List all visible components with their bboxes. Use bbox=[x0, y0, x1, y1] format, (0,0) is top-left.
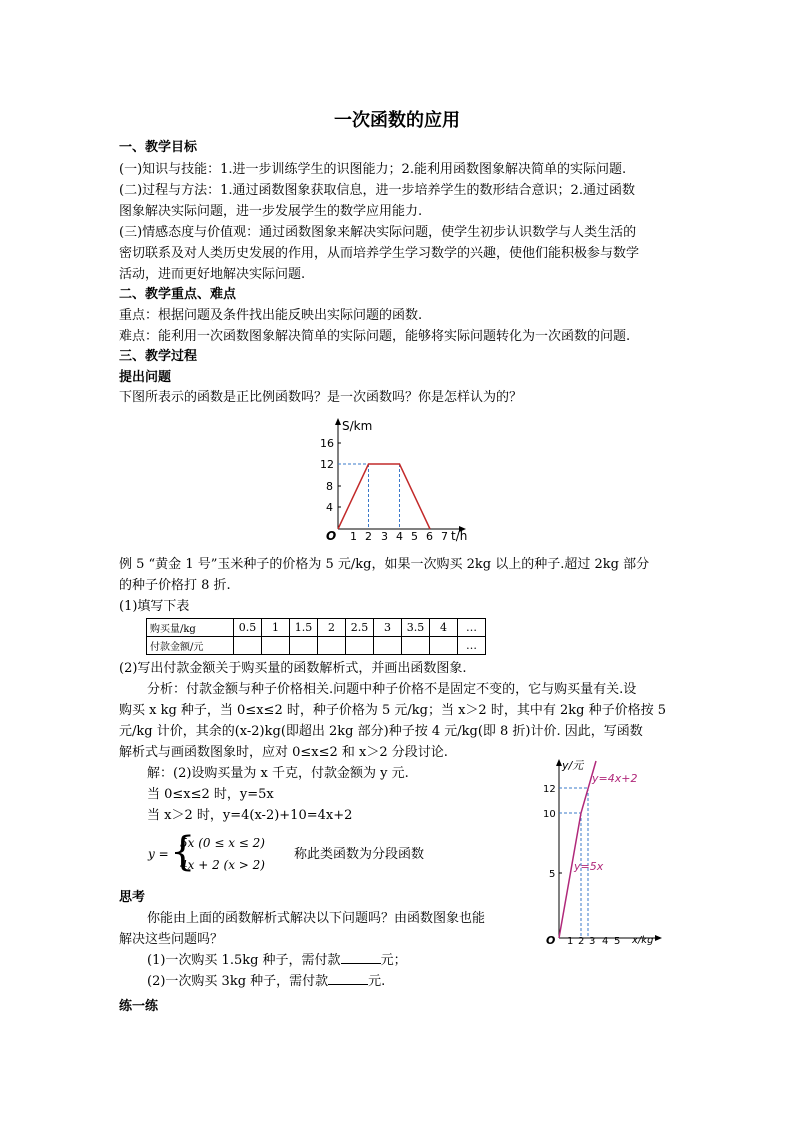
table-cell: 3.5 bbox=[402, 619, 430, 637]
goal-line: (二)过程与方法：1.通过函数图象获取信息，进一步培养学生的数形结合意识；2.通过函数 bbox=[119, 183, 635, 198]
piecewise-row: 4x + 2 (x > 2) bbox=[180, 858, 265, 872]
table-cell bbox=[318, 637, 346, 655]
x-tick: 1 bbox=[350, 530, 357, 543]
x-axis-label: t/h bbox=[451, 529, 468, 543]
table-row bbox=[147, 619, 486, 637]
piecewise-lhs: y = bbox=[148, 847, 169, 861]
section-heading-process: 三、教学过程 bbox=[119, 349, 198, 364]
y-tick: 4 bbox=[326, 501, 333, 514]
table-header-cell: 购买量/kg bbox=[147, 619, 234, 637]
analysis-text: 解析式与画函数图象时，应对 0≤x≤2 和 x＞2 分段讨论. bbox=[119, 745, 448, 760]
y-tick: 5 bbox=[549, 869, 556, 880]
example-subquestion: (1)填写下表 bbox=[119, 599, 190, 614]
purchase-table bbox=[146, 618, 486, 655]
brace-symbol: { bbox=[170, 829, 196, 875]
line-label: y=5x bbox=[574, 860, 604, 873]
x-tick: 7 bbox=[441, 530, 448, 543]
subheading-question: 提出问题 bbox=[119, 370, 172, 385]
table-cell bbox=[290, 637, 318, 655]
analysis-text: 分析：付款金额与种子价格相关.问题中种子价格不是固定不变的，它与购买量有关.设 bbox=[147, 682, 637, 697]
origin-label: O bbox=[326, 529, 337, 543]
x-tick: 4 bbox=[396, 530, 403, 543]
table-cell bbox=[234, 637, 262, 655]
think-heading: 思考 bbox=[119, 890, 146, 905]
payment-graph bbox=[535, 756, 665, 948]
practice-heading: 练一练 bbox=[119, 999, 159, 1014]
think-question-text: 元. bbox=[368, 974, 386, 989]
example-text: 例 5 “黄金 1 号”玉米种子的价格为 5 元/kg，如果一次购买 2kg 以上的种子.超过 2kg 部分 bbox=[119, 557, 650, 572]
analysis-text: 元/kg 计价，其余的(x-2)kg(即超出 2kg 部分)种子按 4 元/kg(即 8 折)计价. 因此，写函数 bbox=[119, 724, 643, 739]
goal-line: 活动，进而更好地解决实际问题. bbox=[119, 267, 306, 282]
solution-text: 当 0≤x≤2 时，y=5x bbox=[147, 787, 274, 802]
y-axis-label: y/元 bbox=[562, 759, 584, 772]
answer-blank bbox=[328, 984, 368, 985]
table-cell bbox=[430, 637, 458, 655]
x-tick: 5 bbox=[614, 936, 621, 947]
y-tick: 8 bbox=[326, 480, 333, 493]
table-cell: 2 bbox=[318, 619, 346, 637]
question-text: 下图所表示的函数是正比例函数吗？是一次函数吗？你是怎样认为的？ bbox=[119, 390, 523, 405]
distance-line bbox=[338, 464, 430, 529]
answer-blank bbox=[341, 963, 381, 964]
goal-line: 图象解决实际问题，进一步发展学生的数学应用能力. bbox=[119, 204, 423, 219]
y-tick: 16 bbox=[320, 437, 334, 450]
section-heading-goals: 一、教学目标 bbox=[119, 140, 198, 155]
x-tick: 5 bbox=[411, 530, 418, 543]
x-tick: 6 bbox=[426, 530, 433, 543]
example-subquestion: (2)写出付款金额关于购买量的函数解析式，并画出函数图象. bbox=[119, 661, 467, 676]
table-cell: 1.5 bbox=[290, 619, 318, 637]
table-cell: 3 bbox=[374, 619, 402, 637]
goal-line: (三)情感态度与价值观：通过函数图象来解决实际问题，使学生初步认识数学与人类生活的 bbox=[119, 225, 637, 240]
line-label: y=4x+2 bbox=[592, 772, 638, 785]
think-question bbox=[147, 974, 385, 990]
distance-time-graph bbox=[310, 412, 480, 547]
solution-text: 当 x＞2 时，y=4(x-2)+10=4x+2 bbox=[147, 808, 353, 823]
table-cell: 4 bbox=[430, 619, 458, 637]
table-row bbox=[147, 637, 486, 655]
origin-label: O bbox=[546, 934, 556, 947]
table-cell bbox=[346, 637, 374, 655]
y-axis-label: S/km bbox=[342, 419, 373, 433]
think-text: 你能由上面的函数解析式解决以下问题吗？由函数图象也能 bbox=[147, 911, 486, 926]
x-tick: 3 bbox=[589, 936, 596, 947]
piecewise-note: 称此类函数为分段函数 bbox=[294, 847, 425, 862]
x-axis-label: x/kg bbox=[632, 935, 654, 946]
table-header-cell: 付款金额/元 bbox=[147, 637, 234, 655]
page-title: 一次函数的应用 bbox=[334, 110, 460, 131]
x-tick: 2 bbox=[365, 530, 372, 543]
y-tick: 12 bbox=[543, 784, 556, 795]
key-point: 重点：根据问题及条件找出能反映出实际问题的函数. bbox=[119, 308, 423, 323]
table-cell bbox=[374, 637, 402, 655]
x-tick: 1 bbox=[567, 936, 574, 947]
y-tick: 10 bbox=[543, 809, 556, 820]
x-tick: 3 bbox=[381, 530, 388, 543]
table-cell bbox=[402, 637, 430, 655]
table-cell: 2.5 bbox=[346, 619, 374, 637]
think-question-text: (1)一次购买 1.5kg 种子，需付款 bbox=[147, 953, 341, 968]
think-text: 解决这些问题吗？ bbox=[119, 932, 224, 947]
x-tick: 4 bbox=[602, 936, 609, 947]
analysis-text: 购买 x kg 种子，当 0≤x≤2 时，种子价格为 5 元/kg；当 x＞2 时，其中有 2kg 种子价格按 5 bbox=[119, 703, 666, 718]
table-cell bbox=[262, 637, 290, 655]
difficult-point: 难点：能利用一次函数图象解决简单的实际问题，能够将实际问题转化为一次函数的问题. bbox=[119, 329, 631, 344]
table-cell: … bbox=[458, 637, 486, 655]
x-tick: 2 bbox=[578, 936, 585, 947]
piecewise-row: 5x (0 ≤ x ≤ 2) bbox=[180, 836, 265, 850]
goal-line: (一)知识与技能：1.进一步训练学生的识图能力；2.能利用函数图象解决简单的实际问题. bbox=[119, 162, 627, 177]
example-text: 的种子价格打 8 折. bbox=[119, 578, 231, 593]
solution-text: 解：(2)设购买量为 x 千克，付款金额为 y 元. bbox=[147, 766, 409, 781]
y-tick: 12 bbox=[320, 458, 334, 471]
think-question-text: (2)一次购买 3kg 种子，需付款 bbox=[147, 974, 329, 989]
table-cell: 0.5 bbox=[234, 619, 262, 637]
goal-line: 密切联系及对人类历史发展的作用，从而培养学生学习数学的兴趣，使他们能积极参与数学 bbox=[119, 246, 640, 261]
table-cell: … bbox=[458, 619, 486, 637]
think-question bbox=[147, 953, 407, 969]
section-heading-focus: 二、教学重点、难点 bbox=[119, 287, 237, 302]
think-question-text: 元； bbox=[380, 953, 407, 968]
table-cell: 1 bbox=[262, 619, 290, 637]
